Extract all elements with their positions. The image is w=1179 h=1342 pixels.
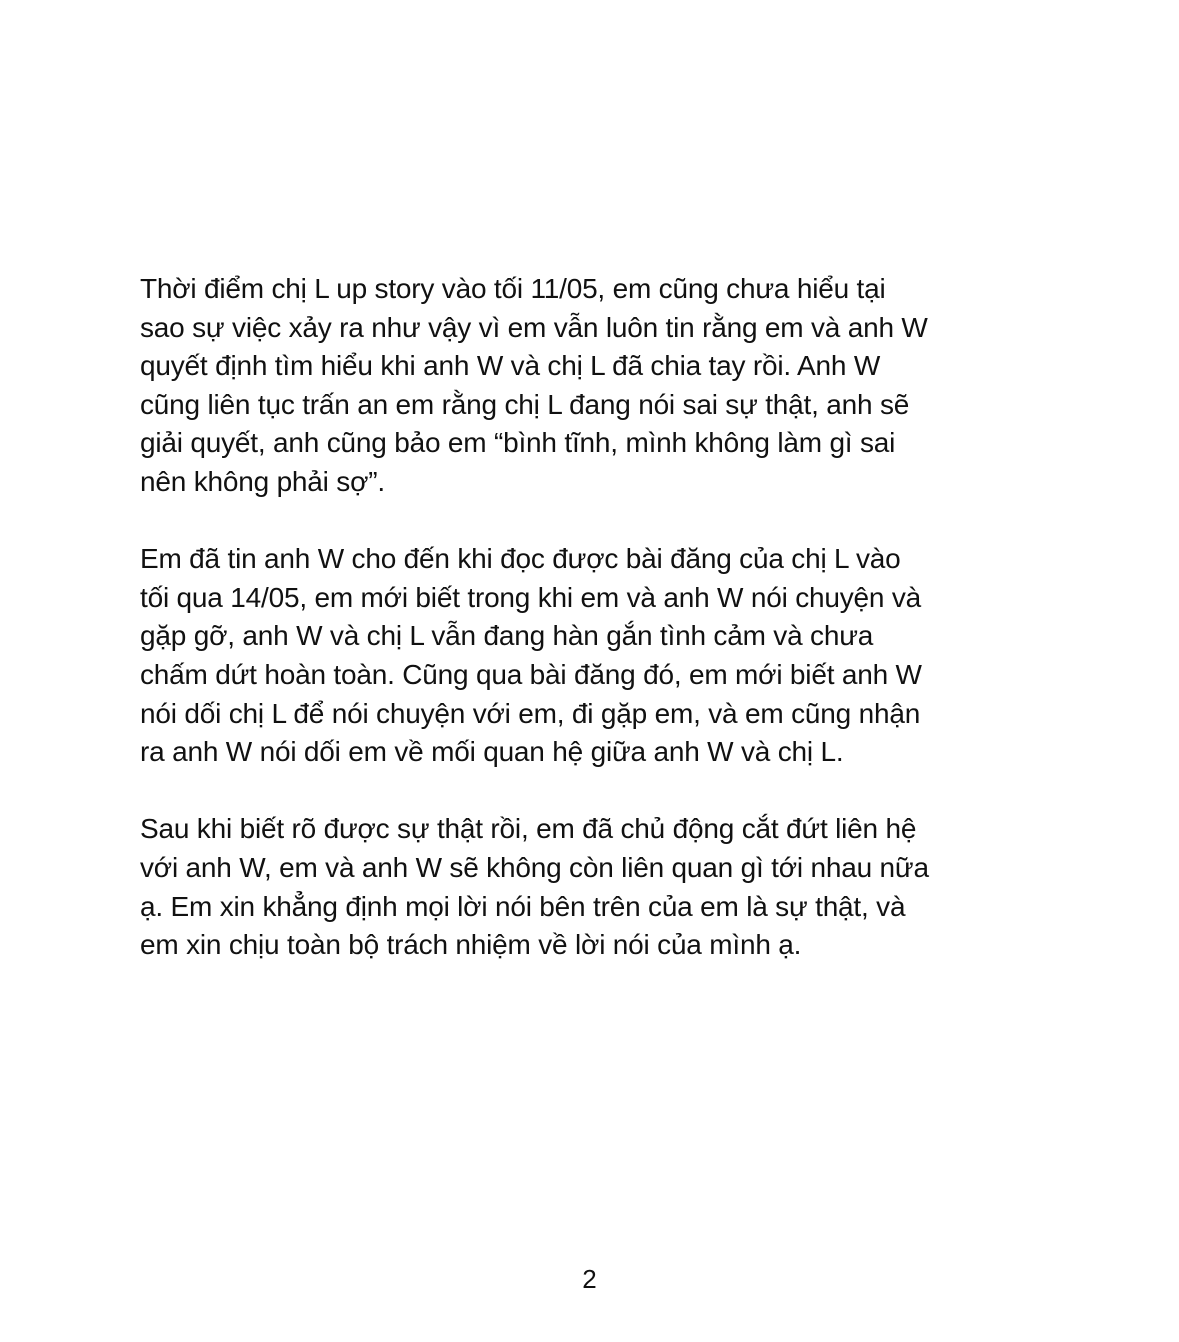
paragraph-1 (140, 270, 1060, 502)
text-line: cũng liên tục trấn an em rằng chị L đang nói sai sự thật, anh sẽ (140, 388, 910, 420)
text-line: giải quyết, anh cũng bảo em “bình tĩnh, mình không làm gì sai (140, 427, 896, 459)
paragraph-3 (140, 810, 1060, 964)
document-body (140, 270, 1060, 965)
text-line: chấm dứt hoàn toàn. Cũng qua bài đăng đó, em mới biết anh W (140, 658, 922, 690)
text-line: ạ. Em xin khẳng định mọi lời nói bên trên của em là sự thật, và (140, 890, 906, 922)
text-line: sao sự việc xảy ra như vậy vì em vẫn luôn tin rằng em và anh W (140, 311, 928, 343)
page-number: 2 (582, 1264, 597, 1294)
text-line: gặp gỡ, anh W và chị L vẫn đang hàn gắn tình cảm và chưa (140, 620, 874, 652)
text-line: Thời điểm chị L up story vào tối 11/05, em cũng chưa hiểu tại (140, 273, 886, 304)
text-line: với anh W, em và anh W sẽ không còn liên quan gì tới nhau nữa (140, 851, 929, 883)
text-line: nên không phải sợ”. (140, 465, 385, 497)
paragraph-2 (140, 540, 1060, 772)
text-line: Em đã tin anh W cho đến khi đọc được bài đăng của chị L vào (140, 543, 901, 575)
text-line: quyết định tìm hiểu khi anh W và chị L đã chia tay rồi. Anh W (140, 350, 881, 382)
text-line: nói dối chị L để nói chuyện với em, đi gặp em, và em cũng nhận (140, 697, 921, 729)
text-line: Sau khi biết rõ được sự thật rồi, em đã chủ động cắt đứt liên hệ (140, 813, 917, 845)
text-line: ra anh W nói dối em về mối quan hệ giữa anh W và chị L. (140, 736, 844, 768)
text-line: em xin chịu toàn bộ trách nhiệm về lời nói của mình ạ. (140, 929, 802, 961)
text-line: tối qua 14/05, em mới biết trong khi em và anh W nói chuyện và (140, 581, 922, 613)
